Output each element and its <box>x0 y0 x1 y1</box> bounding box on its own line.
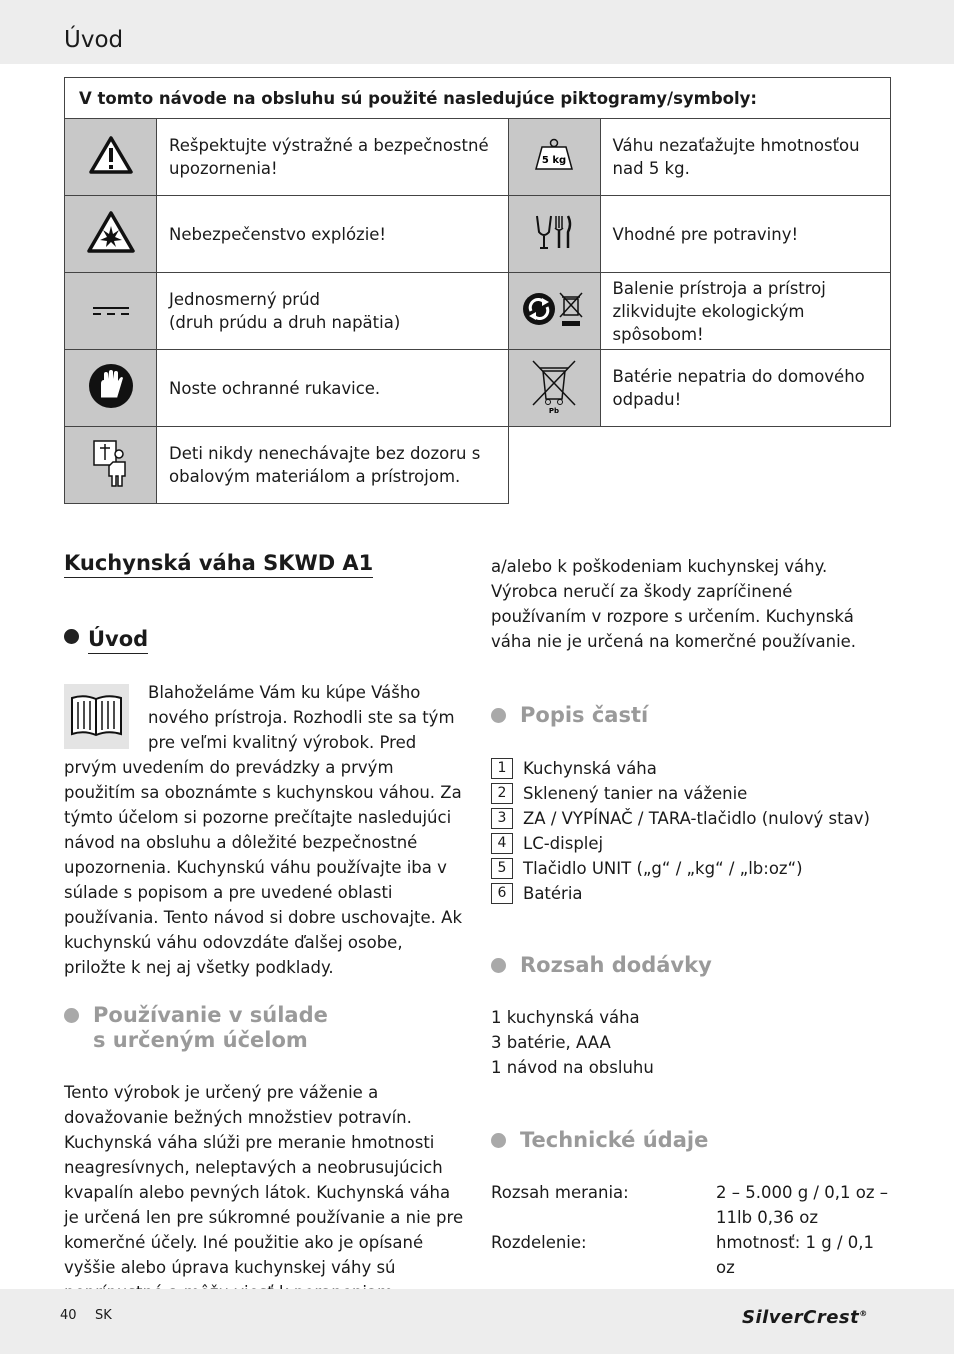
list-item: 3 batérie, AAA <box>491 1033 611 1052</box>
symbol-text: Batérie nepatria do domového odpadu! <box>600 350 890 427</box>
table-row <box>65 119 891 196</box>
brand-mark: ® <box>859 1309 868 1318</box>
symbol-text: Váhu nezaťažujte hmotnosťou nad 5 kg. <box>600 119 890 196</box>
footer-bar <box>0 1289 954 1354</box>
use-text: Tento výrobok je určený pre váženie a dovažovanie bežných množstiev potravín. Kuchynská váha slúži pre meranie hmotnosti neagresívnych, neleptavých a neobrusujúcich kvapalín alebo pevných látok. Kuchynská váha je určená len pre súkromné používanie a nie pre komerčné účely. Iné použitie ako je opísané vyššie alebo úprava kuchynskej váhy sú <box>64 1083 464 1277</box>
intro-text: Blahoželáme Vám ku kúpe Vášho nového prístroja. Rozhodli ste sa tým pre veľmi kvalitný výrobok. Pred prvým uvedením do prevádzky a prvým použitím sa oboznámte s kuchynskou váhou. Za týmto účelom si pozorne prečítajte nasledujúci návod na obsluhu a dôležité bezpečnostné upozornenia. Kuchynskú váhu používajte iba v súlade s popisom a pre uvedené oblasti používania. Tento návod si dobre uschovajte. Ak kuchynskú váhu odovzdáte ďalšej osobe, priložte k nej aj všetky podklady. <box>64 683 463 977</box>
page-title: Úvod <box>64 27 124 53</box>
page-number: 40 <box>60 1308 77 1323</box>
table-row <box>65 273 891 350</box>
part-label: Tlačidlo UNIT („g“ / „kg“ / „lb:oz“) <box>523 859 803 878</box>
direct-current-icon <box>65 273 157 350</box>
tech-heading-text: Technické údaje <box>520 1128 709 1152</box>
part-number: 1 <box>491 758 513 779</box>
pb-label: Pb <box>548 407 560 415</box>
part-number: 5 <box>491 858 513 879</box>
part-label: Kuchynská váha <box>523 759 657 778</box>
food-safe-icon <box>508 196 600 273</box>
intro-heading <box>64 627 148 651</box>
part-number: 6 <box>491 883 513 904</box>
list-item <box>491 856 870 881</box>
recycle-icon <box>508 273 600 350</box>
list-item <box>491 781 870 806</box>
parts-list <box>491 756 870 906</box>
weight-5kg-icon <box>508 119 600 196</box>
language-code: SK <box>95 1308 112 1323</box>
symbols-table <box>64 77 891 504</box>
warning-icon <box>65 119 157 196</box>
part-label: Sklenený tanier na váženie <box>523 784 748 803</box>
part-number: 4 <box>491 833 513 854</box>
use-heading-line-1: Používanie v súlade <box>93 1003 328 1027</box>
list-item <box>491 831 870 856</box>
table-row <box>65 427 891 504</box>
battery-bin-icon <box>508 350 600 427</box>
delivery-list <box>491 1005 891 1080</box>
bullet-icon <box>491 708 506 723</box>
spec-value: 2 – 5.000 g / 0,1 oz – 11lb 0,36 oz <box>716 1183 888 1227</box>
part-number: 2 <box>491 783 513 804</box>
delivery-heading-text: Rozsah dodávky <box>520 953 712 977</box>
bullet-icon <box>491 958 506 973</box>
symbol-text: Nebezpečenstvo explózie! <box>157 196 509 273</box>
child-supervision-icon <box>65 427 157 504</box>
intro-heading-text: Úvod <box>88 627 148 654</box>
part-label: LC-displej <box>523 834 604 853</box>
symbol-text: Rešpektujte výstražné a bezpečnostné upozornenia! <box>157 119 509 196</box>
list-item <box>491 881 870 906</box>
list-item: 1 kuchynská váha <box>491 1008 640 1027</box>
symbol-text: Jednosmerný prúd (druh prúdu a druh napätia) <box>157 273 509 350</box>
explosion-icon <box>65 196 157 273</box>
tech-heading <box>491 1128 708 1153</box>
table-row <box>65 350 891 427</box>
symbol-text: Deti nikdy nenechávajte bez dozoru s obalovým materiálom a prístrojom. <box>157 427 509 504</box>
part-label: Batéria <box>523 884 583 903</box>
symbol-text: Vhodné pre potraviny! <box>600 196 890 273</box>
list-item: 1 návod na obsluhu <box>491 1058 654 1077</box>
brand-name: SilverCrest <box>742 1307 860 1328</box>
parts-heading <box>491 703 648 728</box>
use-heading-line-2: s určeným účelom <box>93 1028 308 1052</box>
bullet-icon <box>491 1133 506 1148</box>
parts-heading-text: Popis častí <box>520 703 649 727</box>
list-item <box>491 806 870 831</box>
spec-value: hmotnosť: 1 g / 0,1 oz <box>716 1233 875 1277</box>
part-label: ZA / VYPÍNAČ / TARA-tlačidlo (nulový stav) <box>523 809 870 828</box>
model-heading: Kuchynská váha SKWD A1 <box>64 551 373 578</box>
spec-label: Rozdelenie: <box>491 1233 587 1252</box>
use-text-continued: a/alebo k poškodeniam kuchynskej váhy. Výrobca neručí za škody zapríčinené používaním v rozpore s určením. Kuchynská váha nie je určená na komerčné používanie. <box>491 557 857 651</box>
weight-label: 5 kg <box>541 155 567 166</box>
header-bar <box>0 0 954 64</box>
spec-label: Rozsah merania: <box>491 1183 629 1202</box>
bullet-icon <box>64 629 79 644</box>
part-number: 3 <box>491 808 513 829</box>
symbol-text: Balenie prístroja a prístroj zlikvidujte ekologickým spôsobom! <box>600 273 890 350</box>
symbol-text: Noste ochranné rukavice. <box>157 350 509 427</box>
use-heading <box>64 1003 328 1053</box>
bullet-icon <box>64 1008 79 1023</box>
table-row <box>65 196 891 273</box>
delivery-heading <box>491 953 712 978</box>
brand-logo <box>742 1307 868 1328</box>
symbols-heading: V tomto návode na obsluhu sú použité nasledujúce piktogramy/symboly: <box>65 78 891 119</box>
gloves-icon <box>65 350 157 427</box>
list-item <box>491 756 870 781</box>
